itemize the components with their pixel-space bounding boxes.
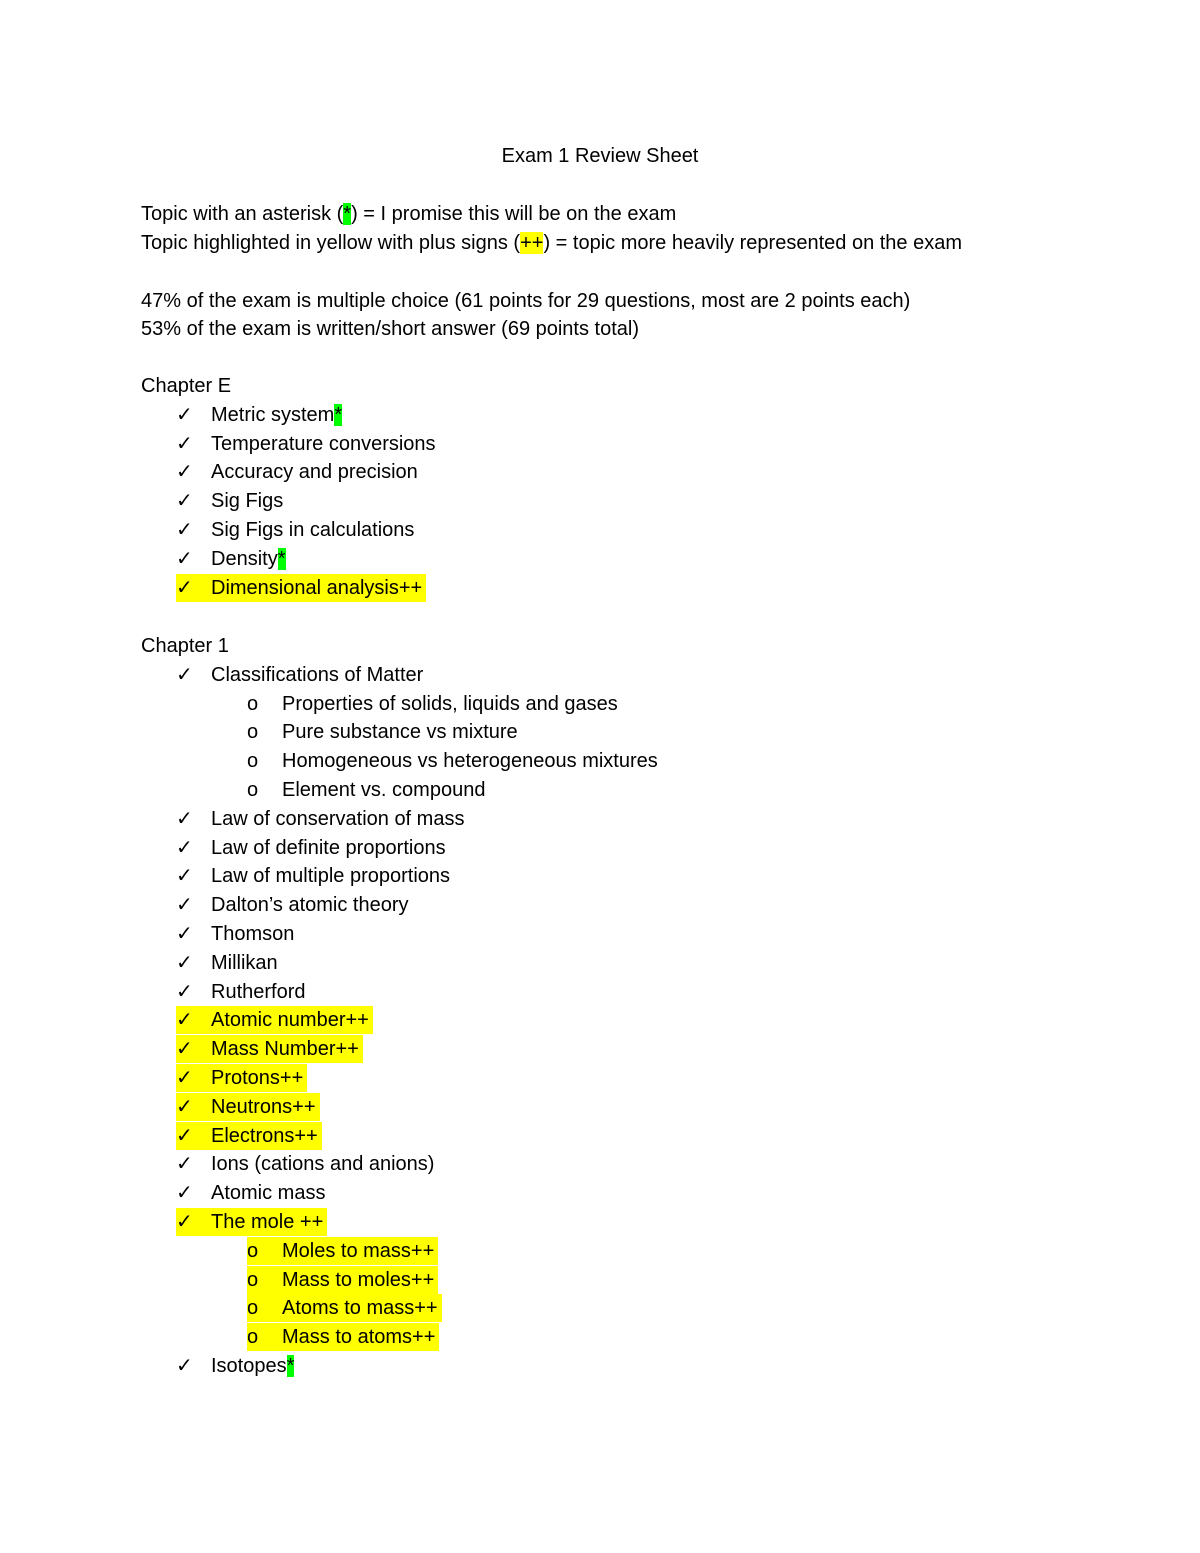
item-text: Atomic mass: [211, 1182, 326, 1205]
sub-list-item: [247, 1323, 439, 1351]
checkmark-icon: ✓: [176, 1124, 193, 1147]
checkmark-icon: ✓: [176, 807, 193, 830]
checkmark-icon: ✓: [176, 576, 193, 599]
checkmark-icon: ✓: [176, 663, 193, 686]
item-text: Ions (cations and anions): [211, 1153, 435, 1176]
sub-list-item: [247, 690, 618, 718]
checkmark-icon: ✓: [176, 894, 193, 917]
legend-text: ) = topic more heavily represented on the exam: [543, 232, 963, 254]
checkmark-icon: ✓: [176, 1095, 193, 1118]
item-text: Temperature conversions: [211, 432, 436, 455]
checkmark-icon: ✓: [176, 1182, 193, 1205]
list-item: [176, 430, 436, 458]
item-text: Sig Figs in calculations: [211, 519, 415, 541]
list-item: [176, 1208, 327, 1236]
list-item: [176, 1093, 320, 1121]
list-item: [176, 516, 414, 544]
asterisk-marker: *: [343, 203, 352, 225]
item-text: Protons++: [211, 1067, 304, 1089]
checkmark-icon: ✓: [176, 923, 193, 945]
list-item: [176, 920, 294, 948]
item-text: Moles to mass++: [282, 1239, 435, 1262]
list-item: [176, 1035, 363, 1063]
sub-list-item: [247, 718, 518, 746]
item-text: Atoms to mass++: [282, 1297, 438, 1320]
item-text: Neutrons++: [211, 1095, 316, 1118]
list-item: [176, 834, 446, 862]
item-text: Accuracy and precision: [211, 461, 418, 484]
item-text: Dimensional analysis++: [211, 576, 423, 599]
sub-list-item: [247, 776, 485, 804]
item-text: Electrons++: [211, 1124, 318, 1147]
list-item: [176, 401, 342, 429]
checkmark-icon: ✓: [176, 461, 193, 484]
item-text: Thomson: [211, 923, 295, 945]
legend-asterisk: [141, 200, 676, 228]
legend-plus: [141, 229, 962, 257]
item-text: Pure substance vs mixture: [282, 721, 518, 744]
item-text: Dalton’s atomic theory: [211, 894, 409, 917]
item-text: Millikan: [211, 951, 278, 974]
list-item: [176, 1064, 307, 1092]
item-text: Sig Figs: [211, 490, 284, 513]
checkmark-icon: ✓: [176, 547, 193, 570]
checkmark-icon: ✓: [176, 490, 193, 513]
list-item: [176, 978, 306, 1006]
sub-list-item: [247, 747, 658, 775]
item-text: Law of definite proportions: [211, 836, 446, 859]
circle-bullet-icon: o: [247, 1326, 259, 1349]
checkmark-icon: ✓: [176, 1009, 193, 1032]
list-item: [176, 891, 409, 919]
list-item: [176, 949, 278, 977]
item-text: Metric system: [211, 403, 335, 426]
circle-bullet-icon: o: [247, 721, 259, 744]
checkmark-icon: ✓: [176, 951, 193, 974]
checkmark-icon: ✓: [176, 1067, 193, 1089]
asterisk-marker: *: [334, 403, 343, 426]
checkmark-icon: ✓: [176, 1153, 193, 1176]
legend-text: ) = I promise this will be on the exam: [351, 203, 677, 225]
asterisk-marker: *: [286, 1355, 295, 1377]
list-item: [176, 1006, 373, 1034]
asterisk-marker: *: [277, 547, 286, 570]
list-item: [176, 545, 286, 573]
checkmark-icon: ✓: [176, 865, 193, 888]
list-item: [176, 487, 283, 515]
item-text: Mass to moles++: [282, 1268, 435, 1291]
circle-bullet-icon: o: [247, 1268, 259, 1291]
circle-bullet-icon: o: [247, 779, 259, 801]
checkmark-icon: ✓: [176, 1355, 193, 1377]
item-text: Mass Number++: [211, 1038, 359, 1061]
page-title: Exam 1 Review Sheet: [501, 145, 699, 167]
info-written: 53% of the exam is written/short answer (69 points total): [141, 318, 640, 340]
item-text: Law of conservation of mass: [211, 807, 465, 830]
sub-list-item: [247, 1237, 438, 1265]
plus-marker: ++: [520, 232, 544, 254]
checkmark-icon: ✓: [176, 1211, 193, 1233]
list-item: [176, 661, 423, 689]
circle-bullet-icon: o: [247, 692, 259, 715]
item-text: Homogeneous vs heterogeneous mixtures: [282, 750, 658, 773]
list-item: [176, 805, 464, 833]
item-text: Atomic number++: [211, 1009, 369, 1032]
list-item: [176, 1150, 434, 1178]
checkmark-icon: ✓: [176, 1038, 193, 1061]
legend-text: Topic highlighted in yellow with plus signs (: [141, 232, 521, 254]
checkmark-icon: ✓: [176, 432, 193, 455]
circle-bullet-icon: o: [247, 1239, 259, 1262]
list-item: [176, 458, 418, 486]
chapter-heading: Chapter 1: [141, 635, 229, 657]
list-item: [176, 1122, 322, 1150]
item-text: Classifications of Matter: [211, 663, 424, 686]
info-multiple-choice: 47% of the exam is multiple choice (61 points for 29 questions, most are 2 points each): [141, 290, 911, 312]
list-item: [176, 862, 450, 890]
item-text: Isotopes: [211, 1355, 287, 1377]
list-item: [176, 574, 426, 602]
legend-text: Topic with an asterisk (: [141, 203, 344, 225]
checkmark-icon: ✓: [176, 403, 193, 426]
item-text: Density: [211, 547, 278, 570]
item-text: Mass to atoms++: [282, 1326, 436, 1349]
chapter-heading: Chapter E: [141, 375, 232, 397]
item-text: Element vs. compound: [282, 779, 486, 801]
circle-bullet-icon: o: [247, 1297, 259, 1320]
item-text: Law of multiple proportions: [211, 865, 451, 888]
item-text: The mole ++: [211, 1211, 324, 1233]
checkmark-icon: ✓: [176, 519, 193, 541]
checkmark-icon: ✓: [176, 980, 193, 1003]
sub-list-item: [247, 1294, 442, 1322]
list-item: [176, 1179, 325, 1207]
circle-bullet-icon: o: [247, 750, 259, 773]
list-item: [176, 1352, 294, 1380]
sub-list-item: [247, 1266, 438, 1294]
item-text: Rutherford: [211, 980, 306, 1003]
item-text: Properties of solids, liquids and gases: [282, 692, 618, 715]
checkmark-icon: ✓: [176, 836, 193, 859]
